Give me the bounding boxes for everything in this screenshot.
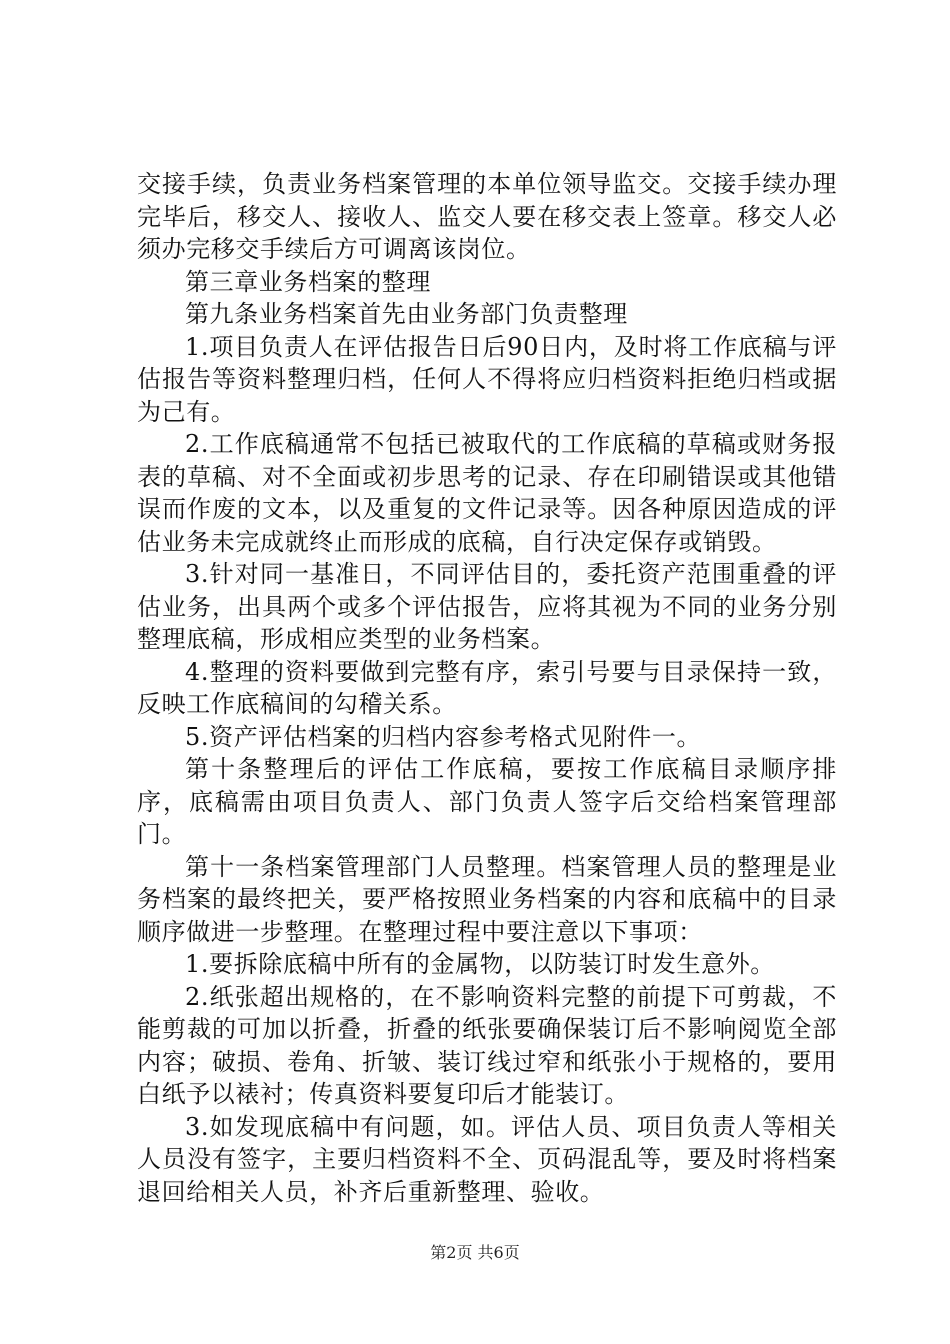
list-item: 3.针对同一基准日，不同评估目的，委托资产范围重叠的评估业务，出具两个或多个评估报告，应将其视为不同的业务分别整理底稿，形成相应类型的业务档案。	[137, 560, 837, 653]
page-number-footer: 第2页 共6页	[430, 1243, 520, 1262]
article-nine-heading: 第九条业务档案首先由业务部门负责整理	[185, 300, 628, 328]
list-item: 1.要拆除底稿中所有的金属物，以防装订时发生意外。	[185, 950, 775, 978]
list-item: 2.工作底稿通常不包括已被取代的工作底稿的草稿或财务报表的草稿、对不全面或初步思考的记录、存在印刷错误或其他错误而作废的文本，以及重复的文件记录等。因各种原因造成的评估业务未完成就终止而形成的底稿，自行决定保存或销毁。	[137, 430, 837, 556]
chapter-heading: 第三章业务档案的整理	[185, 267, 431, 296]
list-item: 2.纸张超出规格的，在不影响资料完整的前提下可剪裁，不能剪裁的可加以折叠，折叠的纸张要确保装订后不影响阅览全部内容；破损、卷角、折皱、装订线过窄和纸张小于规格的，要用白纸予以裱衬；传真资料要复印后才能装订。	[137, 982, 837, 1108]
list-item: 1.项目负责人在评估报告日后90日内，及时将工作底稿与评估报告等资料整理归档，任何人不得将应归档资料拒绝归档或据为己有。	[137, 332, 837, 426]
article-ten: 第十条整理后的评估工作底稿，要按工作底稿目录顺序排序，底稿需由项目负责人、部门负责人签字后交给档案管理部门。	[137, 755, 837, 848]
article-eleven: 第十一条档案管理部门人员整理。档案管理人员的整理是业务档案的最终把关，要严格按照业务档案的内容和底稿中的目录顺序做进一步整理。在整理过程中要注意以下事项：	[137, 852, 837, 946]
list-item: 4.整理的资料要做到完整有序，索引号要与目录保持一致，反映工作底稿间的勾稽关系。	[137, 657, 837, 718]
document-body	[137, 168, 837, 1208]
list-item: 5.资产评估档案的归档内容参考格式见附件一。	[185, 722, 702, 751]
paragraph-handover-continued: 交接手续，负责业务档案管理的本单位领导监交。交接手续办理完毕后，移交人、接收人、监交人要在移交表上签章。移交人必须办完移交手续后方可调离该岗位。	[137, 170, 837, 263]
list-item: 3.如发现底稿中有问题，如。评估人员、项目负责人等相关人员没有签字，主要归档资料不全、页码混乱等，要及时将档案退回给相关人员，补齐后重新整理、验收。	[137, 1112, 837, 1206]
